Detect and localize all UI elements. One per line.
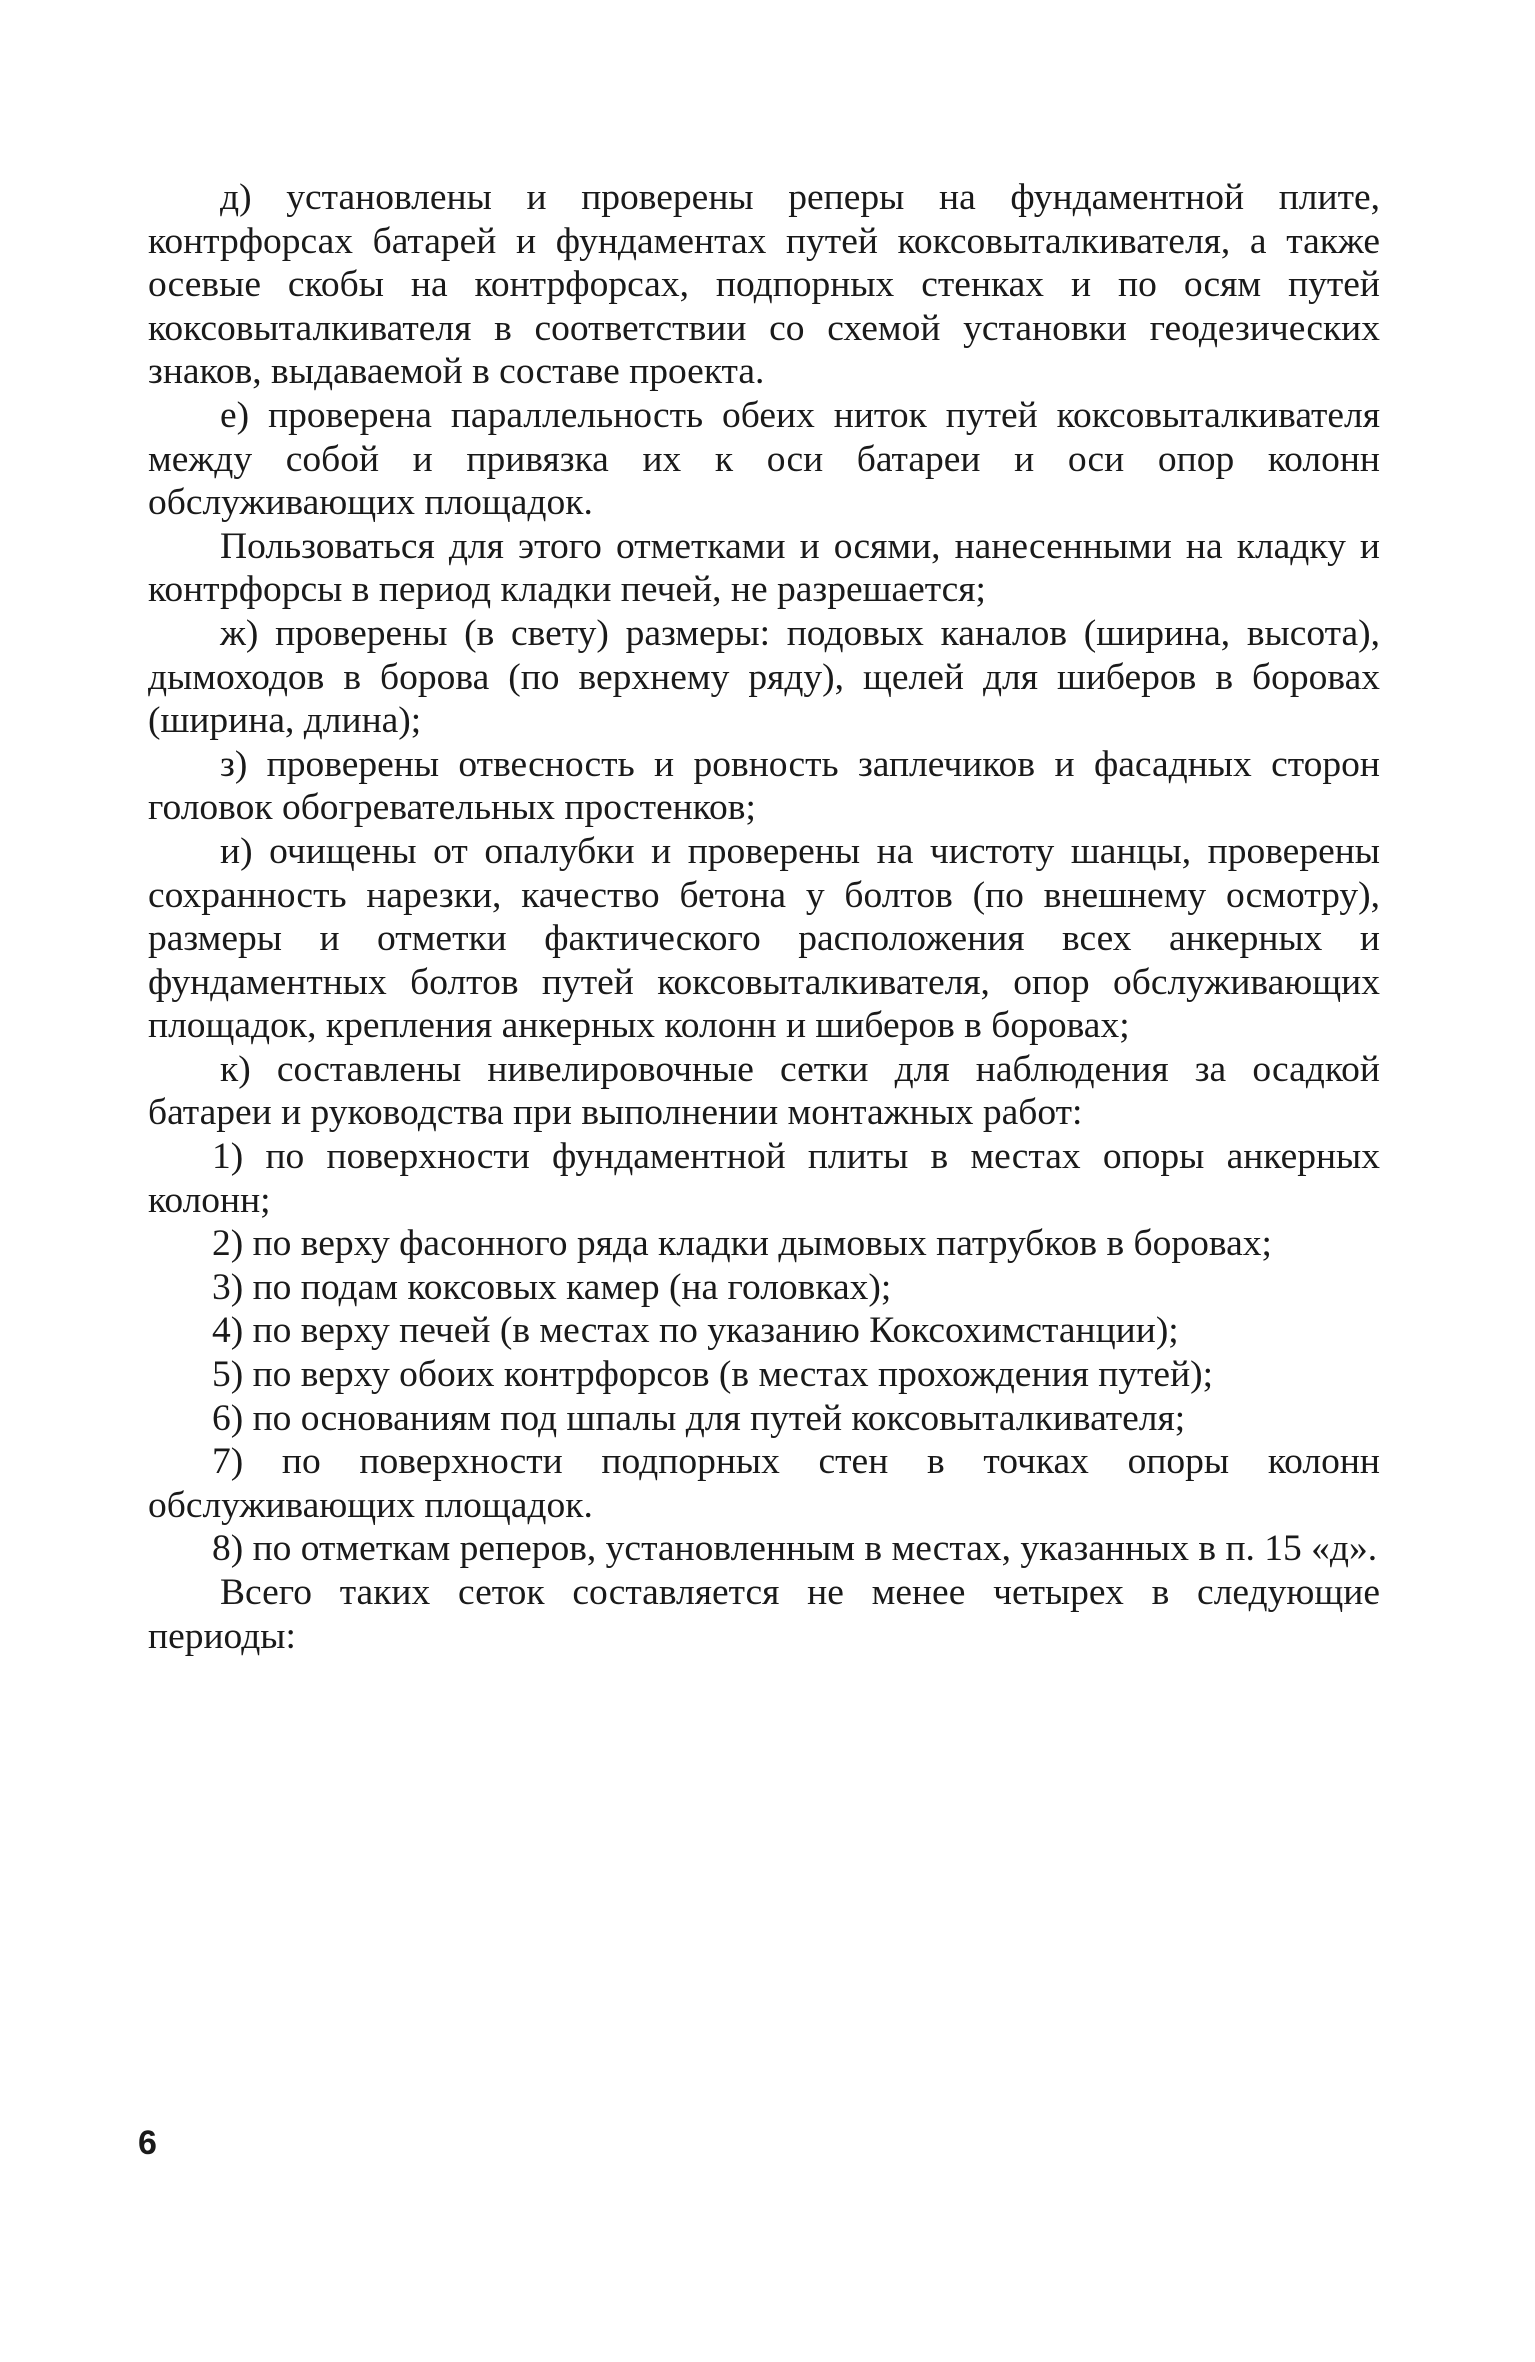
- list-item-1: 1) по поверхности фундаментной плиты в местах опоры анкерных колонн;: [148, 1136, 1380, 1221]
- list-item-2: 2) по верху фасонного ряда кладки дымовых патрубков в боровах;: [212, 1223, 1272, 1265]
- paragraph-k: к) составлены нивелировочные сетки для наблюдения за осадкой батареи и руководства при выполнении монтажных работ:: [148, 1048, 1380, 1134]
- page-number: 6: [138, 2124, 157, 2162]
- list-item-6: 6) по основаниям под шпалы для путей коксовыталкивателя;: [212, 1397, 1186, 1439]
- paragraph-i: и) очищены от опалубки и проверены на чистоту шанцы, проверены сохранность нарезки, качество бетона у болтов (по внешнему осмотру), размеры и отметки фактического расположения всех анкерных и фундаментных болтов путей коксовыталкивателя, опор обслуживающих площадок, крепления анкерных колонн и шиберов в боровах;: [148, 830, 1380, 1047]
- paragraph-z: з) проверены отвесность и ровность заплечиков и фасадных сторон головок обогревательных простенков;: [148, 743, 1380, 829]
- paragraph-summary: Всего таких сеток составляется не менее четырех в следующие периоды:: [148, 1572, 1380, 1657]
- list-item-7: 7) по поверхности подпорных стен в точках опоры колонн обслуживающих площадок.: [148, 1441, 1380, 1526]
- list-item-8: 8) по отметкам реперов, установленным в местах, указанных в п. 15 «д».: [212, 1528, 1378, 1570]
- paragraph-note: Пользоваться для этого отметками и осями, нанесенными на кладку и контрфорсы в период кладки печей, не разрешается;: [148, 525, 1380, 611]
- list-item-3: 3) по подам коксовых камер (на головках);: [212, 1266, 892, 1308]
- list-item-5: 5) по верху обоих контрфорсов (в местах прохождения путей);: [212, 1354, 1214, 1396]
- list-item-4: 4) по верху печей (в местах по указанию Коксохимстанции);: [212, 1310, 1179, 1352]
- paragraph-zh: ж) проверены (в свету) размеры: подовых каналов (ширина, высота), дымоходов в борова (по верхнему ряду), щелей для шиберов в боровах (ширина, длина);: [148, 612, 1380, 742]
- paragraph-d: д) установлены и проверены реперы на фундаментной плите, контрфорсах батарей и фундаментах путей коксовыталкивателя, а также осевые скобы на контрфорсах, подпорных стенках и по осям путей коксовыталкивателя в соответствии со схемой установки геодезических знаков, выдаваемой в составе проекта.: [148, 177, 1380, 393]
- paragraph-e: е) проверена параллельность обеих ниток путей коксовыталкивателя между собой и привязка их к оси батареи и оси опор колонн обслуживающих площадок.: [148, 394, 1380, 524]
- body-text: [148, 176, 1380, 1658]
